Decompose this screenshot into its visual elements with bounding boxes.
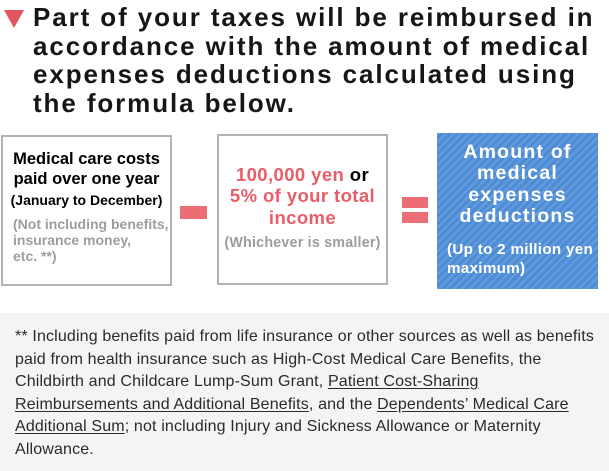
threshold-line: 5% of your total	[229, 185, 376, 207]
minus-icon	[180, 206, 207, 219]
footnote-underlined-segment: Patient Cost-Sharing	[327, 373, 479, 390]
footnote-underlined-segment: Additional Sum	[15, 418, 125, 435]
deduction-amount-note	[447, 241, 598, 279]
medical-costs-note-line: etc. **)	[13, 247, 57, 264]
medical-costs-note-line: insurance money,	[13, 231, 132, 248]
heading-line: Part of your taxes will be reimbursed in	[33, 2, 595, 32]
footnote-segment: Childbirth and Childcare Lump-Sum Grant,	[15, 373, 328, 390]
footnote-segment: Allowance.	[15, 440, 94, 458]
footnote-line	[15, 416, 594, 439]
threshold-or-label: or	[349, 164, 370, 185]
heading-line: accordance with the amount of medical	[33, 30, 591, 61]
footnote-segment: paid from health insurance such as High-Cost Medical Care Benefits, the	[15, 350, 542, 368]
footnote-line	[15, 349, 594, 372]
footnote-line	[15, 394, 594, 417]
medical-costs-note-line: (Not including benefits,	[13, 216, 169, 232]
equals-bar	[402, 197, 428, 208]
deduction-title-line: Amount of	[463, 141, 572, 163]
deduction-note-line: (Up to 2 million yen	[447, 241, 594, 259]
threshold-note: (Whichever is smaller)	[224, 234, 381, 251]
threshold-amount: 100,000 yen	[235, 164, 350, 185]
threshold-box	[217, 134, 388, 285]
footnote-underlined-segment: Reimbursements and Additional Benefits	[15, 395, 309, 413]
equals-bar	[402, 212, 428, 223]
footnote-underlined-segment: Dependents’ Medical Care	[377, 395, 569, 413]
triangle-down-icon	[4, 10, 24, 28]
deduction-title-line: medical	[476, 162, 559, 185]
threshold-line: income	[268, 206, 337, 228]
footnote-section	[0, 313, 609, 471]
footnote-line	[15, 371, 594, 394]
equals-icon	[402, 197, 428, 227]
footnote-segment: ; not including Injury and Sickness Allowance or Maternity	[124, 418, 541, 435]
deduction-note-line: maximum)	[447, 259, 526, 277]
footnote-line	[15, 326, 594, 349]
footnote-line	[15, 439, 594, 462]
medical-costs-title-line: paid over one year	[13, 170, 160, 188]
footnote-segment: , and the	[308, 395, 378, 413]
medical-costs-box	[1, 135, 172, 286]
medical-costs-subtitle: (January to December)	[10, 192, 163, 208]
page-title	[33, 3, 594, 118]
medical-costs-title-line: Medical care costs	[13, 150, 160, 168]
deduction-amount-box	[437, 133, 598, 289]
footnote-segment: ** Including benefits paid from life insurance or other sources as well as benefits	[15, 328, 594, 345]
deduction-title-line: expenses	[468, 183, 567, 206]
medical-costs-note	[13, 217, 170, 264]
footnote-text	[15, 326, 594, 461]
deduction-title-line: deductions	[459, 204, 576, 227]
heading-line: expenses deductions calculated using	[33, 59, 577, 90]
medical-costs-title	[3, 149, 170, 189]
threshold-line	[219, 164, 386, 185]
heading-line: the formula below.	[33, 88, 296, 119]
deduction-amount-title	[437, 142, 598, 227]
